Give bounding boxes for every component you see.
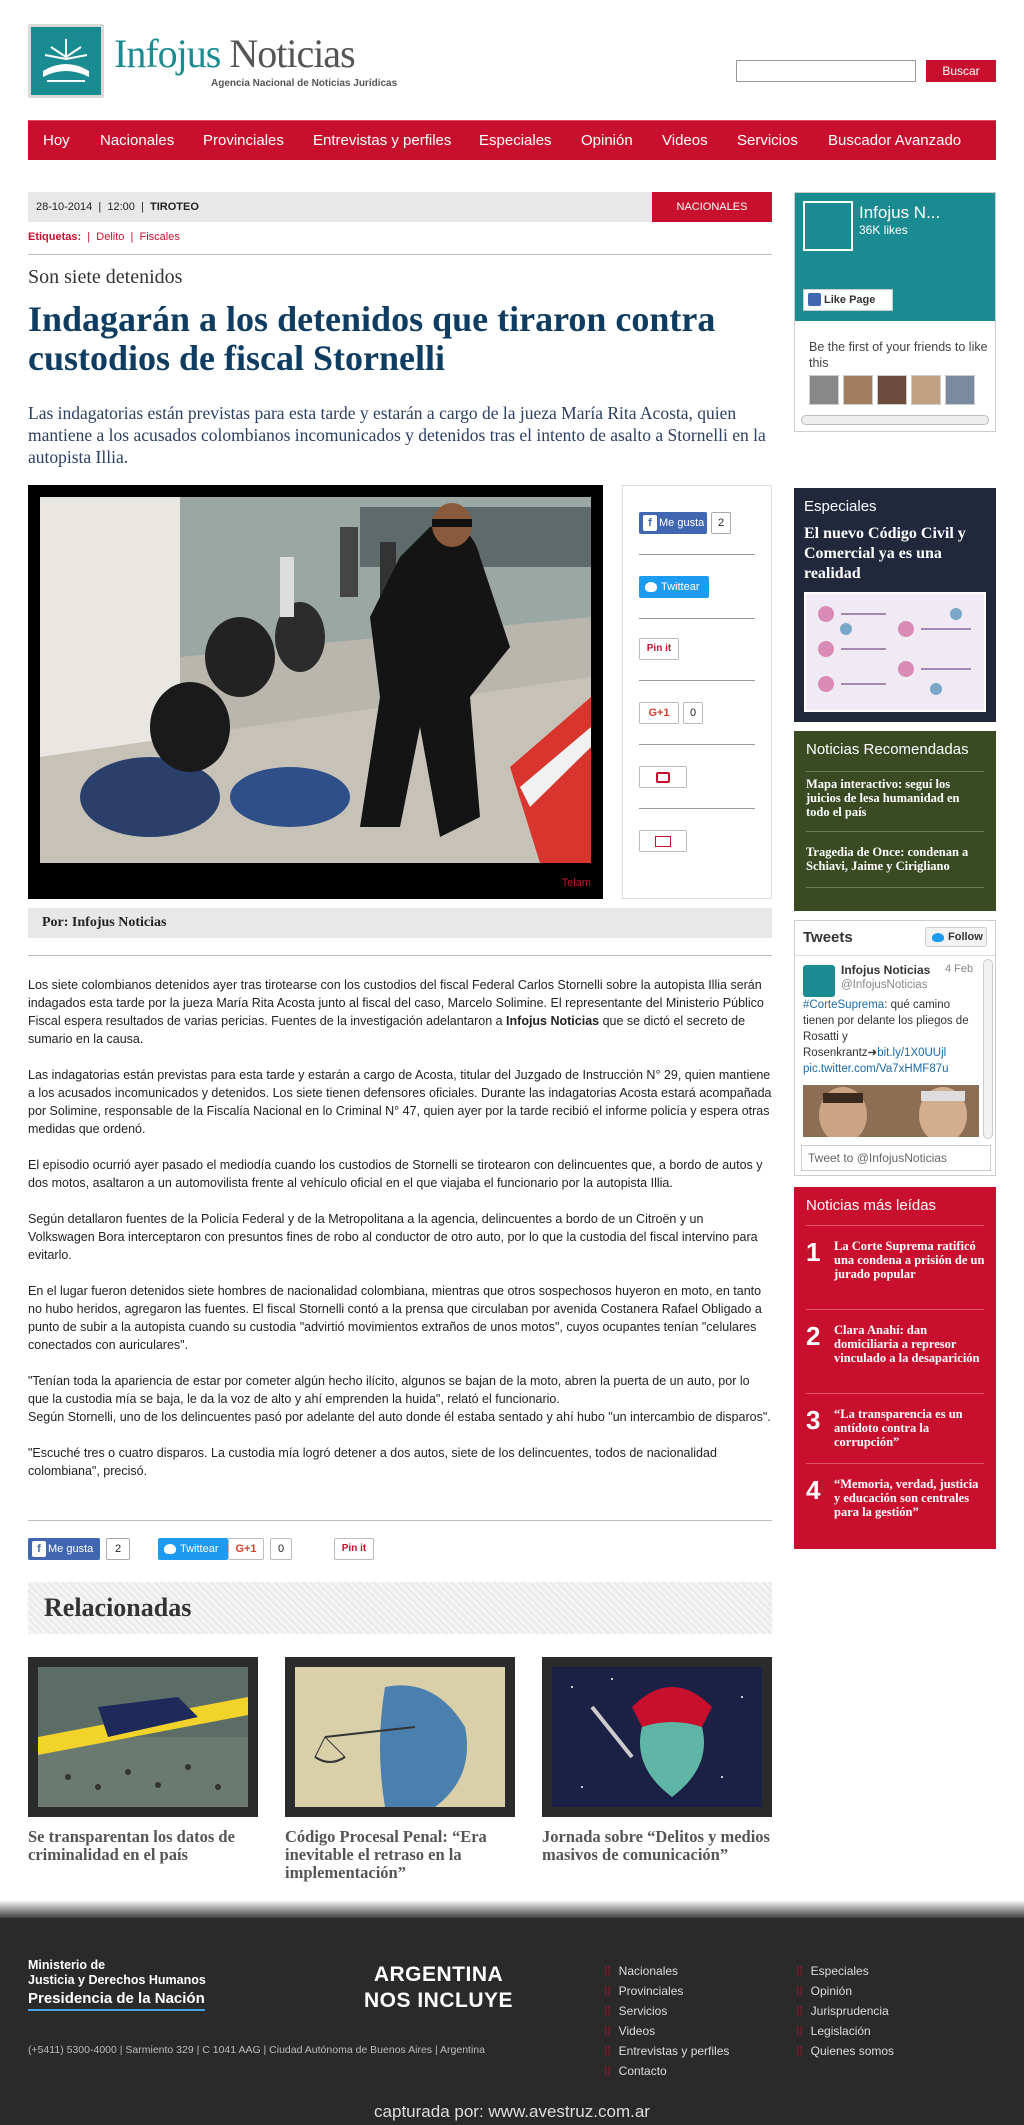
byline: Por: Infojus Noticias bbox=[28, 908, 772, 938]
nav-item-videos[interactable]: Videos bbox=[662, 132, 708, 149]
facebook-like-button[interactable] bbox=[639, 512, 707, 534]
nav-item-provinciales[interactable]: Provinciales bbox=[203, 132, 284, 149]
argentina-line: NOS INCLUYE bbox=[364, 1989, 514, 2012]
divider bbox=[639, 744, 755, 745]
gplus-count: 0 bbox=[683, 702, 703, 724]
footer-link-label: Legislación bbox=[810, 2024, 871, 2038]
nav-item-nacionales[interactable]: Nacionales bbox=[100, 132, 175, 149]
mas-leidas-box bbox=[794, 1187, 996, 1549]
divider bbox=[806, 887, 984, 888]
recomendada-link[interactable]: Mapa interactivo: seguí los juicios de lesa humanidad en todo el país bbox=[806, 777, 960, 819]
avatar[interactable] bbox=[945, 375, 975, 405]
footer-link-label: Videos bbox=[618, 2024, 656, 2038]
vertical-scrollbar[interactable] bbox=[983, 959, 993, 1139]
logo-subtitle: Agencia Nacional de Noticias Jurídicas bbox=[211, 78, 398, 89]
print-button[interactable] bbox=[639, 766, 687, 788]
article-topic: TIROTEO bbox=[150, 201, 199, 213]
envelope-icon bbox=[655, 836, 671, 847]
twitter-bird-icon bbox=[164, 1544, 176, 1554]
leida-link[interactable]: “La transparencia es un antídoto contra la corrupción” bbox=[834, 1407, 963, 1449]
footer-link-label: Quienes somos bbox=[810, 2044, 895, 2058]
article-time: 12:00 bbox=[107, 201, 135, 213]
avatar[interactable] bbox=[911, 375, 941, 405]
recomendadas-box bbox=[794, 731, 996, 911]
presidencia-label: Presidencia de la Nación bbox=[28, 1990, 205, 2011]
footer-link[interactable] bbox=[796, 1964, 869, 1978]
tweet-link[interactable]: bit.ly/1X0UUjl bbox=[877, 1047, 947, 1059]
recomendadas-label: Noticias Recomendadas bbox=[806, 741, 969, 758]
argentina-line: ARGENTINA bbox=[373, 1963, 504, 1986]
divider bbox=[28, 955, 772, 956]
paragraph: "Escuché tres o cuatro disparos. La custodia mía logró detener a dos autos, siete de los delincuentes, todos de nacionalidad colombiana", precisó. bbox=[28, 1446, 717, 1478]
argentina-logo[interactable] bbox=[364, 1962, 513, 2014]
facebook-like-button[interactable] bbox=[28, 1538, 100, 1560]
fb-like-page-button[interactable] bbox=[803, 289, 893, 311]
footer-link[interactable] bbox=[796, 2044, 894, 2058]
text: Según Stornelli, uno de los delincuentes pasó por adelante del auto donde él estaba sentado y ahí hubo "un intercambio de disparos". bbox=[28, 1410, 771, 1424]
tweet-label: Twittear bbox=[180, 1543, 219, 1555]
tweet-to-input[interactable]: Tweet to @InfojusNoticias bbox=[801, 1145, 991, 1171]
divider bbox=[806, 831, 984, 832]
footer-link[interactable] bbox=[604, 1984, 683, 1998]
nav-item-hoy[interactable]: Hoy bbox=[43, 132, 70, 149]
bullet-icon: ⁞⁞ bbox=[604, 1964, 611, 1978]
divider bbox=[795, 955, 995, 956]
mas-leidas-label: Noticias más leídas bbox=[806, 1197, 937, 1214]
footer-link[interactable] bbox=[604, 2064, 667, 2078]
footer-link[interactable] bbox=[796, 2024, 871, 2038]
divider bbox=[639, 618, 755, 619]
divider bbox=[28, 254, 772, 255]
article-summary: Las indagatorias están previstas para esta tarde y estarán a cargo de la jueza María Rita Acosta, quien mantiene a los acusados colombianos incomunicados y detenidos tras el intento de asalto a Stornelli en la autopista Illia. bbox=[28, 403, 766, 467]
crime-scene-illustration bbox=[38, 1667, 248, 1807]
ministerio-line: Justicia y Derechos Humanos bbox=[28, 1973, 206, 1987]
fb-cover[interactable] bbox=[795, 193, 995, 321]
paragraph: Según detallaron fuentes de la Policía Federal y de la Metropolitana a la agencia, delincuentes a bordo de un Citroën y un Volkswagen Bora interceptaron con presuntos fines de robo al conductor de otro auto, por lo que la custodia del fiscal intervino para evitarlo. bbox=[28, 1212, 758, 1262]
article-photo-frame bbox=[28, 485, 603, 899]
bullet-icon: ⁞⁞ bbox=[796, 1964, 803, 1978]
divider bbox=[806, 1309, 984, 1310]
rank-number: 4 bbox=[806, 1475, 821, 1505]
footer-link-label: Servicios bbox=[618, 2004, 668, 2018]
tweet-pic-link[interactable]: pic.twitter.com/Va7xHMF87u bbox=[803, 1063, 949, 1075]
pinterest-button[interactable]: Pin it bbox=[639, 638, 679, 660]
photo-credit: Telam bbox=[561, 877, 591, 889]
section-badge-nacionales[interactable]: NACIONALES bbox=[652, 192, 772, 222]
logo-emblem-icon bbox=[28, 24, 104, 98]
nav-item-especiales[interactable]: Especiales bbox=[479, 132, 552, 149]
nav-item-opinion[interactable]: Opinión bbox=[581, 132, 633, 149]
bullet-icon: ⁞⁞ bbox=[796, 2004, 803, 2018]
google-plus-button[interactable]: G+1 bbox=[639, 702, 679, 724]
divider bbox=[806, 1393, 984, 1394]
site-logo[interactable] bbox=[28, 24, 398, 98]
bullet-icon: ⁞⁞ bbox=[796, 2024, 803, 2038]
text: : qué camino tienen por delante los pliegos de Rosatti y Rosenkrantz➜ bbox=[803, 999, 969, 1059]
footer-link-label: Entrevistas y perfiles bbox=[618, 2044, 730, 2058]
bullet-icon: ⁞⁞ bbox=[604, 2004, 611, 2018]
tag-link[interactable]: Fiscales bbox=[139, 231, 180, 243]
related-title[interactable]: Código Procesal Penal: “Era inevitable el retraso en la implementación” bbox=[285, 1827, 487, 1882]
tweet-button[interactable] bbox=[639, 576, 709, 598]
text: que se dictó el secreto de sumario en la causa. bbox=[28, 1014, 746, 1046]
especiales-box[interactable] bbox=[794, 488, 996, 722]
avatar[interactable] bbox=[843, 375, 873, 405]
email-button[interactable] bbox=[639, 830, 687, 852]
tweet-label: Twittear bbox=[661, 581, 700, 593]
hashtag-link[interactable]: #CorteSuprema bbox=[803, 999, 885, 1011]
related-title[interactable]: Se transparentan los datos de criminalidad en el país bbox=[28, 1827, 235, 1864]
pinterest-button[interactable]: Pin it bbox=[334, 1538, 374, 1560]
nav-item-entrevistas[interactable]: Entrevistas y perfiles bbox=[313, 132, 452, 149]
footer-link[interactable] bbox=[604, 2004, 667, 2018]
bullet-icon: ⁞⁞ bbox=[796, 2044, 803, 2058]
tweets-label: Tweets bbox=[803, 929, 853, 946]
fb-friends-text: Be the first of your friends to like this bbox=[809, 340, 988, 370]
follow-button[interactable] bbox=[925, 927, 987, 947]
article-headline: Indagarán a los detenidos que tiraron contra custodios de fiscal Stornelli bbox=[28, 299, 716, 378]
footer-link-label: Jurisprudencia bbox=[810, 2004, 889, 2018]
avatar[interactable] bbox=[809, 375, 839, 405]
recomendada-link[interactable]: Tragedia de Once: condenan a Schiavi, Jaime y Cirigliano bbox=[806, 845, 969, 873]
gplus-count: 0 bbox=[270, 1538, 292, 1560]
paragraph bbox=[28, 1372, 772, 1426]
divider bbox=[806, 1225, 984, 1226]
divider bbox=[806, 1463, 984, 1464]
search-input[interactable] bbox=[736, 60, 916, 82]
leida-link[interactable]: La Corte Suprema ratificó una condena a prisión de un jurado popular bbox=[834, 1239, 985, 1281]
footer-link[interactable] bbox=[604, 1964, 678, 1978]
text: "Tenían toda la apariencia de estar por cometer algún hecho ilícito, algunos se bajan de la moto, abren la puerta de un auto, por lo que la custodia mía se baja, le da la voz de alto y ahí emprenden la huida", relató el funcionario. bbox=[28, 1374, 750, 1406]
footer-address: (+5411) 5300-4000 | Sarmiento 329 | C 1041 AAG | Ciudad Autónoma de Buenos Aires | Argentina bbox=[28, 2044, 485, 2056]
tweet-button[interactable] bbox=[158, 1538, 228, 1560]
especiales-image[interactable] bbox=[804, 592, 986, 712]
divider bbox=[639, 554, 755, 555]
related-image[interactable] bbox=[285, 1657, 515, 1817]
footer-link[interactable] bbox=[604, 2024, 655, 2038]
horizontal-scrollbar[interactable] bbox=[801, 415, 989, 425]
bullet-icon: ⁞⁞ bbox=[796, 1984, 803, 1998]
twitter-bird-icon bbox=[645, 582, 657, 592]
fb-like-page-label: Like Page bbox=[824, 294, 876, 306]
text: Los siete colombianos detenidos ayer tras tirotearse con los custodios del fiscal Federal Carlos Stornelli sobre la autopista Illia serán indagados esta tarde por la jueza María Rita Acosta junto al fiscal del caso, Marcelo Solimine. El representante del Ministerio Público Fiscal espera resultados de varias pericias. Fuentes de la investigación adelantaron a bbox=[28, 978, 764, 1028]
ministerio-logo[interactable] bbox=[28, 1958, 206, 1988]
especiales-title[interactable]: El nuevo Código Civil y Comercial ya es una realidad bbox=[804, 525, 966, 582]
facebook-icon: f bbox=[643, 515, 657, 531]
avatar[interactable] bbox=[877, 375, 907, 405]
fb-page-logo-icon bbox=[803, 201, 853, 251]
tweet-handle[interactable]: @InfojusNoticias bbox=[841, 979, 928, 991]
footer-link-label: Provinciales bbox=[618, 1984, 684, 1998]
tweet-date[interactable]: 4 Feb bbox=[945, 963, 974, 975]
facebook-page-widget bbox=[794, 192, 996, 432]
tweet-image[interactable] bbox=[803, 1085, 979, 1137]
leida-link[interactable]: Clara Anahí: dan domiciliaria a represor vinculado a la desaparición bbox=[834, 1323, 980, 1365]
fb-like-count: 2 bbox=[711, 512, 731, 534]
footer-link-label: Opinión bbox=[810, 1984, 853, 1998]
paragraph bbox=[28, 976, 772, 1048]
bullet-icon: ⁞⁞ bbox=[604, 2064, 611, 2078]
twitter-bird-icon bbox=[932, 933, 944, 942]
footer-fade bbox=[0, 1900, 1024, 1920]
printer-icon bbox=[656, 772, 670, 783]
especiales-label: Especiales bbox=[804, 498, 877, 515]
footer-link-label: Contacto bbox=[618, 2064, 667, 2078]
article-meta: 28-10-2014 | 12:00 | TIROTEO bbox=[28, 192, 652, 222]
article-date: 28-10-2014 bbox=[36, 201, 93, 213]
bullet-icon: ⁞⁞ bbox=[604, 2044, 611, 2058]
related-image[interactable] bbox=[28, 1657, 258, 1817]
fb-like-label: Me gusta bbox=[659, 517, 705, 529]
media-illustration bbox=[552, 1667, 762, 1807]
rank-number: 2 bbox=[806, 1321, 821, 1351]
fb-like-count: 2 bbox=[106, 1538, 130, 1560]
follow-label: Follow bbox=[948, 931, 983, 943]
tweet-text bbox=[803, 997, 983, 1077]
divider bbox=[28, 1520, 772, 1521]
fb-likes-count: 36K likes bbox=[859, 223, 908, 237]
share-box bbox=[622, 485, 772, 899]
twitter-widget bbox=[794, 920, 996, 1176]
related-heading: Relacionadas bbox=[28, 1582, 772, 1634]
article-photo[interactable] bbox=[40, 497, 591, 863]
footer-link-label: Nacionales bbox=[618, 1964, 679, 1978]
divider bbox=[806, 771, 984, 772]
justice-illustration bbox=[295, 1667, 505, 1807]
article-kicker: Son siete detenidos bbox=[28, 266, 183, 288]
footer-link[interactable] bbox=[796, 2004, 889, 2018]
paragraph: Las indagatorias están previstas para esta tarde y estarán a cargo de Acosta, titular del Juzgado de Instrucción N° 29, quien mantiene a los acusados incomunicados y detenidos. Los siete tienen defensores oficiales. Durante las indagatorias Acosta estará acompañada por Solimine, responsable de la Fiscalía Nacional en lo Criminal N° 47, quien ayer por la tarde recibió el informe policía y espera otras medidas que ordenó. bbox=[28, 1068, 772, 1136]
leida-link[interactable]: “Memoria, verdad, justicia y educación son centrales para la gestión” bbox=[834, 1477, 979, 1519]
footer bbox=[0, 1918, 1024, 2125]
ministerio-line: Ministerio de bbox=[28, 1958, 106, 1972]
logo-title: Infojus Noticias bbox=[114, 31, 355, 76]
footer-link-label: Especiales bbox=[810, 1964, 869, 1978]
paragraph: El episodio ocurrió ayer pasado el mediodía cuando los custodios de Stornelli se tirotearon con delincuentes que, a bordo de autos y dos motos, asaltaron a un automovilista frente al vehículo oficial en el que viajaba el funcionario por la autopista Illia. bbox=[28, 1158, 763, 1190]
fb-page-name[interactable]: Infojus N... bbox=[859, 203, 941, 222]
article-body bbox=[28, 976, 772, 1498]
avatar[interactable] bbox=[803, 965, 835, 997]
footer-link[interactable] bbox=[604, 2044, 729, 2058]
related-title[interactable]: Jornada sobre “Delitos y medios masivos de comunicación” bbox=[542, 1827, 770, 1864]
tweet-user-name[interactable]: Infojus Noticias bbox=[841, 963, 931, 977]
search-button[interactable]: Buscar bbox=[926, 60, 996, 82]
fb-like-label: Me gusta bbox=[48, 1543, 94, 1555]
main-nav bbox=[28, 120, 996, 160]
rank-number: 3 bbox=[806, 1405, 821, 1435]
tags-row: Etiquetas: | Delito | Fiscales bbox=[28, 231, 180, 243]
tags-label: Etiquetas: bbox=[28, 231, 82, 243]
tag-link[interactable]: Delito bbox=[96, 231, 125, 243]
bullet-icon: ⁞⁞ bbox=[604, 1984, 611, 1998]
nav-item-servicios[interactable]: Servicios bbox=[737, 132, 798, 149]
divider bbox=[639, 680, 755, 681]
bullet-icon: ⁞⁞ bbox=[604, 2024, 611, 2038]
capture-watermark: capturada por: www.avestruz.com.ar bbox=[374, 2102, 650, 2121]
footer-link[interactable] bbox=[796, 1984, 852, 1998]
paragraph: En el lugar fueron detenidos siete hombres de nacionalidad colombiana, mientras que otros sospechosos huyeron en moto, en tanto no hubo heridos, agregaron las fuentes. El fiscal Stornelli contó a la prensa que circulaban por avenida Costanera Rafael Obligado a punto de subir a la autopista cuando su custodia "advirtió movimientos extraños de unos motos", cuyos ocupantes tenían "celulares conectados con auriculares". bbox=[28, 1284, 762, 1352]
rank-number: 1 bbox=[806, 1237, 821, 1267]
google-plus-button[interactable]: G+1 bbox=[228, 1538, 264, 1560]
facebook-icon: f bbox=[32, 1541, 46, 1557]
related-image[interactable] bbox=[542, 1657, 772, 1817]
facebook-icon bbox=[808, 293, 821, 306]
brand-mention: Infojus Noticias bbox=[506, 1014, 600, 1028]
divider bbox=[639, 808, 755, 809]
nav-item-buscador[interactable]: Buscador Avanzado bbox=[828, 132, 962, 149]
